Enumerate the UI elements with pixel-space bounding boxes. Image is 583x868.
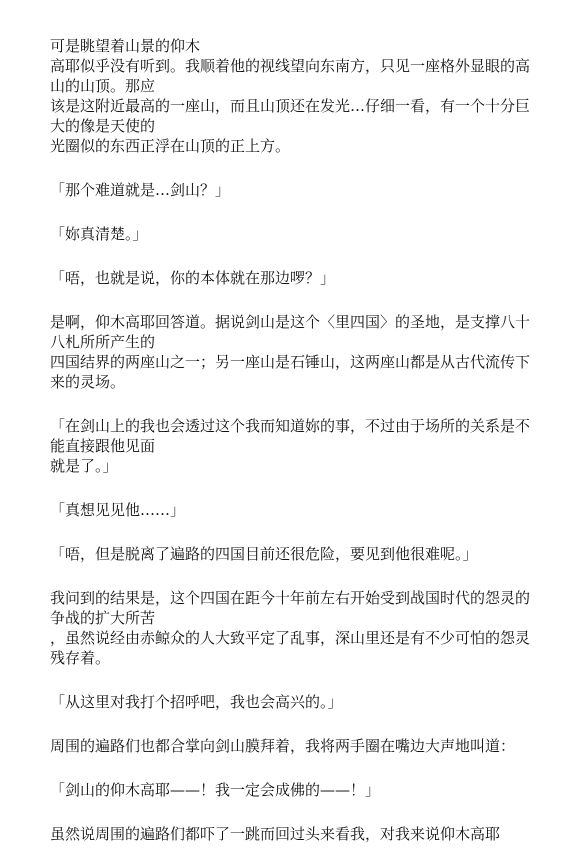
paragraph-8: 「唔，但是脱离了遍路的四国目前还很危险，要见到他很难呢。」: [50, 545, 478, 563]
paragraph-10: 「从这里对我打个招呼吧，我也会高兴的。」: [50, 693, 343, 711]
paragraph-2: 「那个难道就是…剑山？」: [50, 181, 231, 199]
paragraph-13: 虽然说周围的遍路们都吓了一跳而回过头来看我，对我来说仰木高耶: [50, 825, 501, 843]
paragraph-11: 周围的遍路们也都合掌向剑山膜拜着，我将两手圈在嘴边大声地叫道：: [50, 737, 516, 755]
paragraph-5: 是啊，仰木高耶回答道。据说剑山是这个〈里四国〉的圣地，是支撑八十八札所所产生的 四国结界的两座山之一；另一座山是石锤山，这两座山都是从古代流传下来的灵场。: [50, 313, 531, 391]
paragraph-3: 「妳真清楚。」: [50, 225, 148, 243]
paragraph-6: 「在剑山上的我也会透过这个我而知道妳的事，不过由于场所的关系是不能直接跟他见面 就是了。」: [50, 417, 531, 475]
paragraph-1: 可是眺望着山景的仰木 高耶似乎没有听到。我顺着他的视线望向东南方，只见一座格外显眼的高山的山顶。那应 该是这附近最高的一座山，而且山顶还在发光…仔细一看，有一个十分巨大的像是天使的 光圈似的东西正浮在山顶的正上方。: [50, 37, 531, 155]
paragraph-4: 「唔，也就是说，你的本体就在那边啰？」: [50, 269, 336, 287]
document-page: [50, 36, 533, 868]
paragraph-7: 「真想见见他……」: [50, 501, 186, 519]
paragraph-9: 我问到的结果是，这个四国在距今十年前左右开始受到战国时代的怨灵的争战的扩大所苦 ，虽然说经由赤鲸众的人大致平定了乱事，深山里还是有不少可怕的怨灵残存着。: [50, 589, 531, 667]
paragraph-12: 「剑山的仰木高耶——！我一定会成佛的——！」: [50, 781, 381, 799]
